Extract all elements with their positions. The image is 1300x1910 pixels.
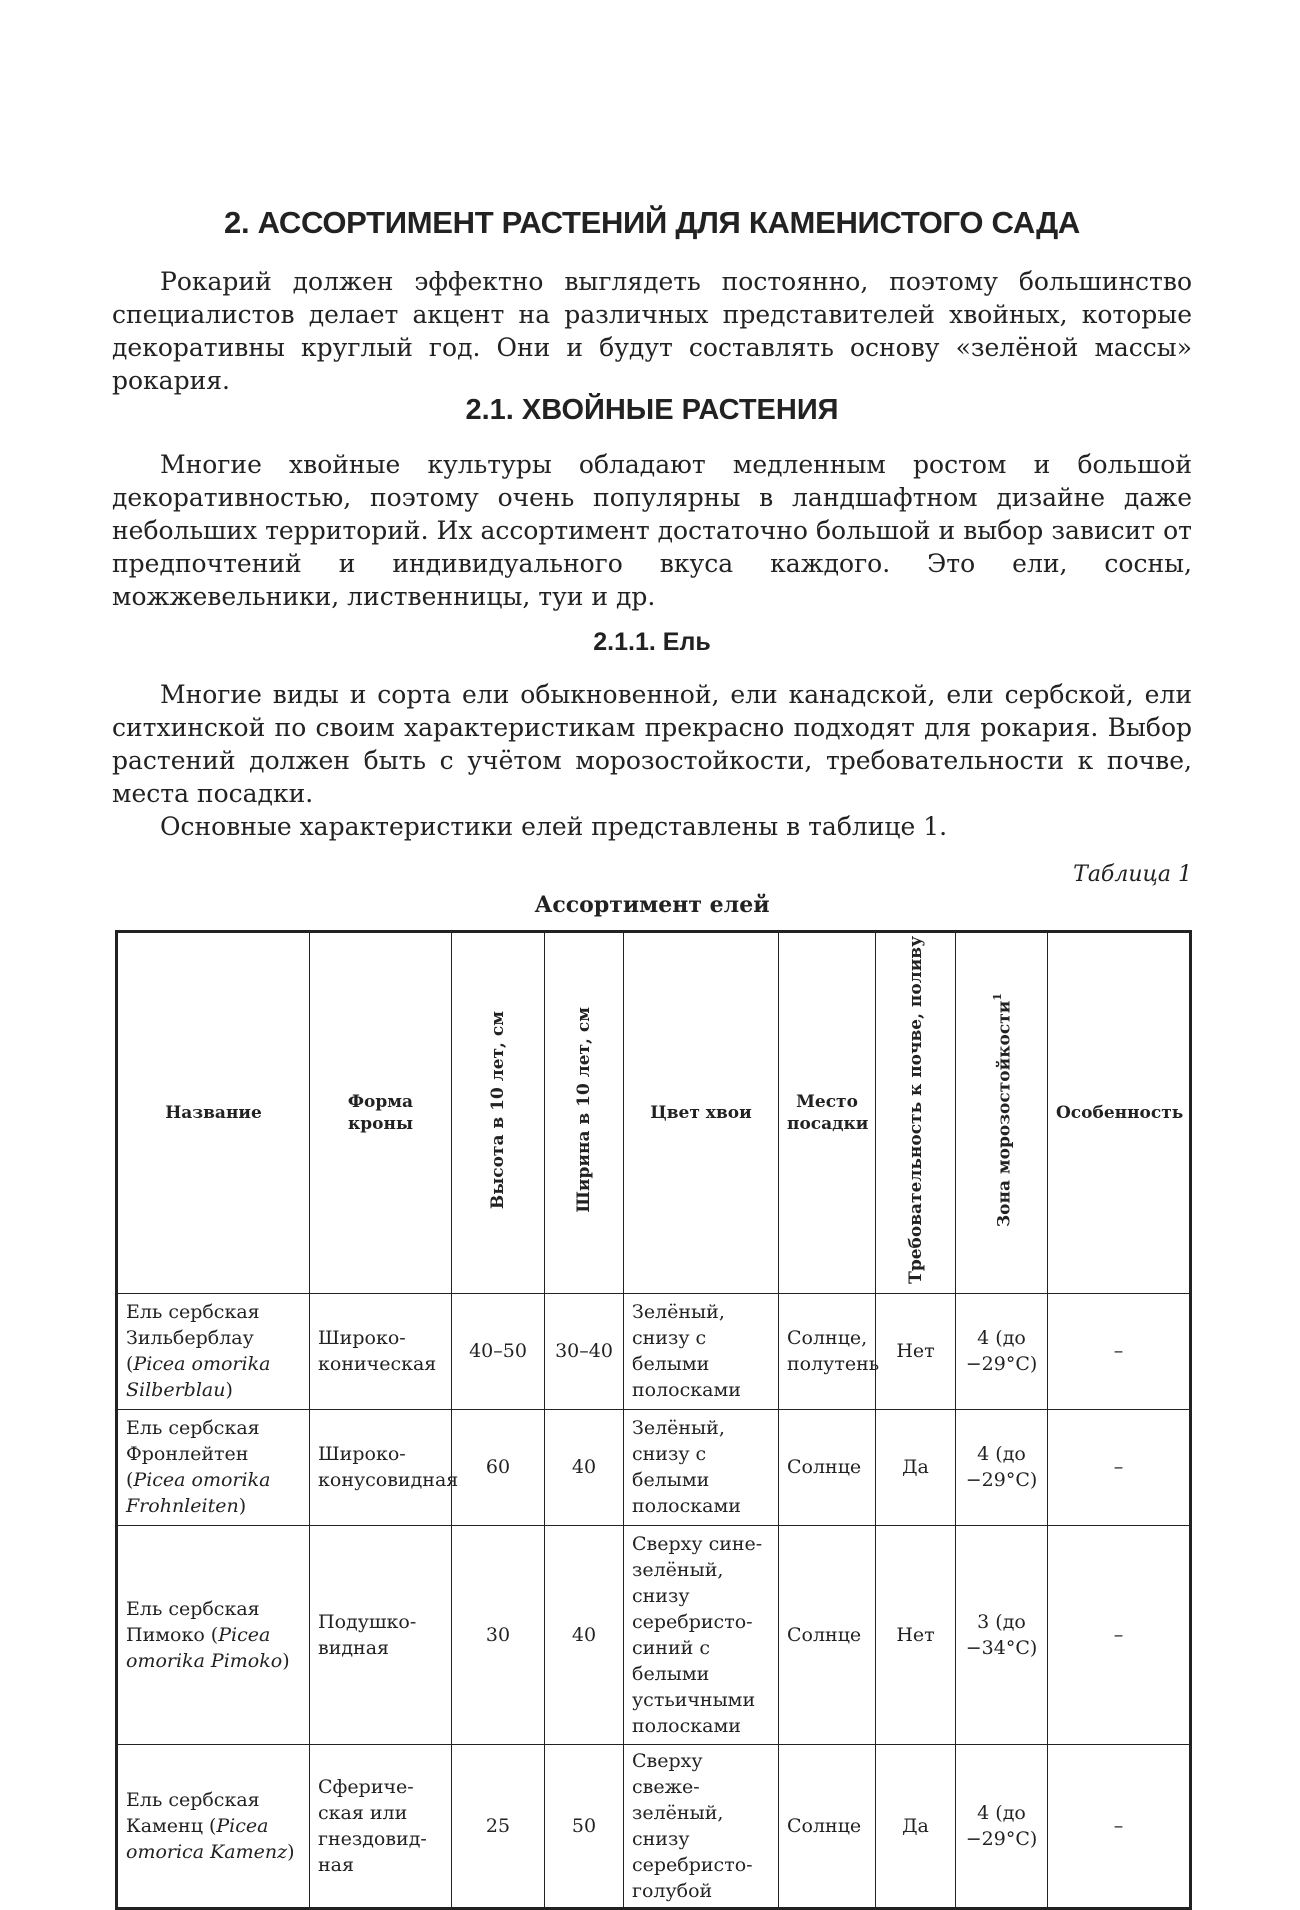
cell-width: 40 bbox=[545, 1525, 624, 1744]
name-latin: Picea omorica Kamenz bbox=[126, 1814, 288, 1863]
table-header-row bbox=[117, 932, 1191, 1294]
paragraph-spruce: Многие виды и сорта ели обыкновенной, ели канадской, ели сербской, ели ситхинской по своим характеристикам прекрасно подходят для рокария. Выбор растений должен быть с учётом морозостойкости, требовательности к почве, места посадки. bbox=[112, 680, 1192, 808]
cell-soil: Да bbox=[876, 1744, 956, 1908]
cell-height: 60 bbox=[452, 1409, 545, 1525]
paragraph-intro: Рокарий должен эффектно выглядеть постоянно, поэтому большинство специалистов делает акцент на различных представителей хвойных, которые декоративны круглый год. Они и будут составлять основу «зелёной массы» рокария. bbox=[112, 267, 1192, 395]
cell-feature: – bbox=[1048, 1525, 1191, 1744]
cell-width: 30–40 bbox=[545, 1293, 624, 1409]
section-heading: 2.1. ХВОЙНЫЕ РАСТЕНИЯ bbox=[465, 394, 839, 426]
table-row bbox=[117, 1293, 1191, 1409]
cell-zone: 4 (до −29°С) bbox=[956, 1409, 1048, 1525]
cell-zone: 4 (до −29°С) bbox=[956, 1293, 1048, 1409]
spruce-assortment-table bbox=[115, 930, 1192, 1910]
cell-soil: Нет bbox=[876, 1525, 956, 1744]
cell-crown: Подушко-видная bbox=[310, 1525, 452, 1744]
cell-color: Сверху свеже-зелёный, снизу серебристо-голубой bbox=[624, 1744, 779, 1908]
table-row bbox=[117, 1744, 1191, 1908]
cell-zone: 3 (до −34°С) bbox=[956, 1525, 1048, 1744]
cell-name: Ель сербская Каменц (Picea omorica Kamenz) bbox=[117, 1744, 310, 1908]
cell-soil: Нет bbox=[876, 1293, 956, 1409]
cell-place: Солнце bbox=[779, 1744, 876, 1908]
cell-height: 40–50 bbox=[452, 1293, 545, 1409]
cell-crown: Широко-коническая bbox=[310, 1293, 452, 1409]
cell-feature: – bbox=[1048, 1293, 1191, 1409]
header-height: Высота в 10 лет, см bbox=[452, 932, 545, 1294]
paragraph-table-ref: Основные характеристики елей представлены в таблице 1. bbox=[160, 812, 948, 841]
name-latin: Picea omorika Frohnleiten bbox=[126, 1469, 271, 1518]
cell-soil: Да bbox=[876, 1409, 956, 1525]
cell-name: Ель сербская Фронлейтен (Picea omorika Frohnleiten) bbox=[117, 1409, 310, 1525]
header-color: Цвет хвои bbox=[624, 932, 779, 1294]
cell-color: Сверху сине-зелёный, снизу серебристо-синий с белыми устьичными полосками bbox=[624, 1525, 779, 1744]
footnote-marker: 1 bbox=[991, 992, 1005, 1001]
cell-place: Солнце bbox=[779, 1525, 876, 1744]
cell-crown: Широко-конусовидная bbox=[310, 1409, 452, 1525]
header-width: Ширина в 10 лет, см bbox=[545, 932, 624, 1294]
cell-color: Зелёный, снизу с белыми полосками bbox=[624, 1293, 779, 1409]
table-row bbox=[117, 1409, 1191, 1525]
table-body bbox=[117, 1293, 1191, 1908]
cell-height: 30 bbox=[452, 1525, 545, 1744]
cell-name: Ель сербская Пимоко (Picea omorika Pimoko) bbox=[117, 1525, 310, 1744]
chapter-heading: 2. АССОРТИМЕНТ РАСТЕНИЙ ДЛЯ КАМЕНИСТОГО САДА bbox=[224, 205, 1080, 240]
cell-zone: 4 (до −29°С) bbox=[956, 1744, 1048, 1908]
cell-width: 50 bbox=[545, 1744, 624, 1908]
cell-place: Солнце, полутень bbox=[779, 1293, 876, 1409]
cell-place: Солнце bbox=[779, 1409, 876, 1525]
cell-color: Зелёный, снизу с белыми полосками bbox=[624, 1409, 779, 1525]
header-soil: Требовательность к почве, поливу bbox=[876, 932, 956, 1294]
table-number-label: Таблица 1 bbox=[1073, 862, 1192, 887]
header-feature: Особенность bbox=[1048, 932, 1191, 1294]
cell-crown: Сфериче-ская или гнездовид-ная bbox=[310, 1744, 452, 1908]
name-russian: Ель сербская Пимоко bbox=[126, 1597, 260, 1646]
table-title: Ассортимент елей bbox=[534, 892, 770, 918]
subsection-heading: 2.1.1. Ель bbox=[593, 628, 711, 656]
cell-feature: – bbox=[1048, 1409, 1191, 1525]
header-name: Название bbox=[117, 932, 310, 1294]
name-latin: Picea omorika Silberblau bbox=[126, 1353, 271, 1402]
name-latin: Picea omorika Pimoko bbox=[126, 1623, 283, 1672]
header-zone: Зона морозостойкости$^1$ bbox=[956, 932, 1048, 1294]
cell-name: Ель сербская Зильберблау (Picea omorika Silberblau) bbox=[117, 1293, 310, 1409]
cell-feature: – bbox=[1048, 1744, 1191, 1908]
cell-width: 40 bbox=[545, 1409, 624, 1525]
name-russian: Ель сербская Фронлейтен bbox=[126, 1417, 260, 1466]
table-row bbox=[117, 1525, 1191, 1744]
header-place: Место посадки bbox=[779, 932, 876, 1294]
paragraph-conifers: Многие хвойные культуры обладают медленным ростом и большой декоративностью, поэтому очень популярны в ландшафтном дизайне даже небольших территорий. Их ассортимент достаточно большой и выбор зависит от предпочтений и индивидуального вкуса каждого. Это ели, сосны, можжевельники, лиственницы, туи и др. bbox=[112, 450, 1192, 611]
name-russian: Ель сербская Зильберблау bbox=[126, 1301, 260, 1350]
header-crown: Форма кроны bbox=[310, 932, 452, 1294]
cell-height: 25 bbox=[452, 1744, 545, 1908]
name-russian: Ель сербская Каменц bbox=[126, 1788, 260, 1837]
